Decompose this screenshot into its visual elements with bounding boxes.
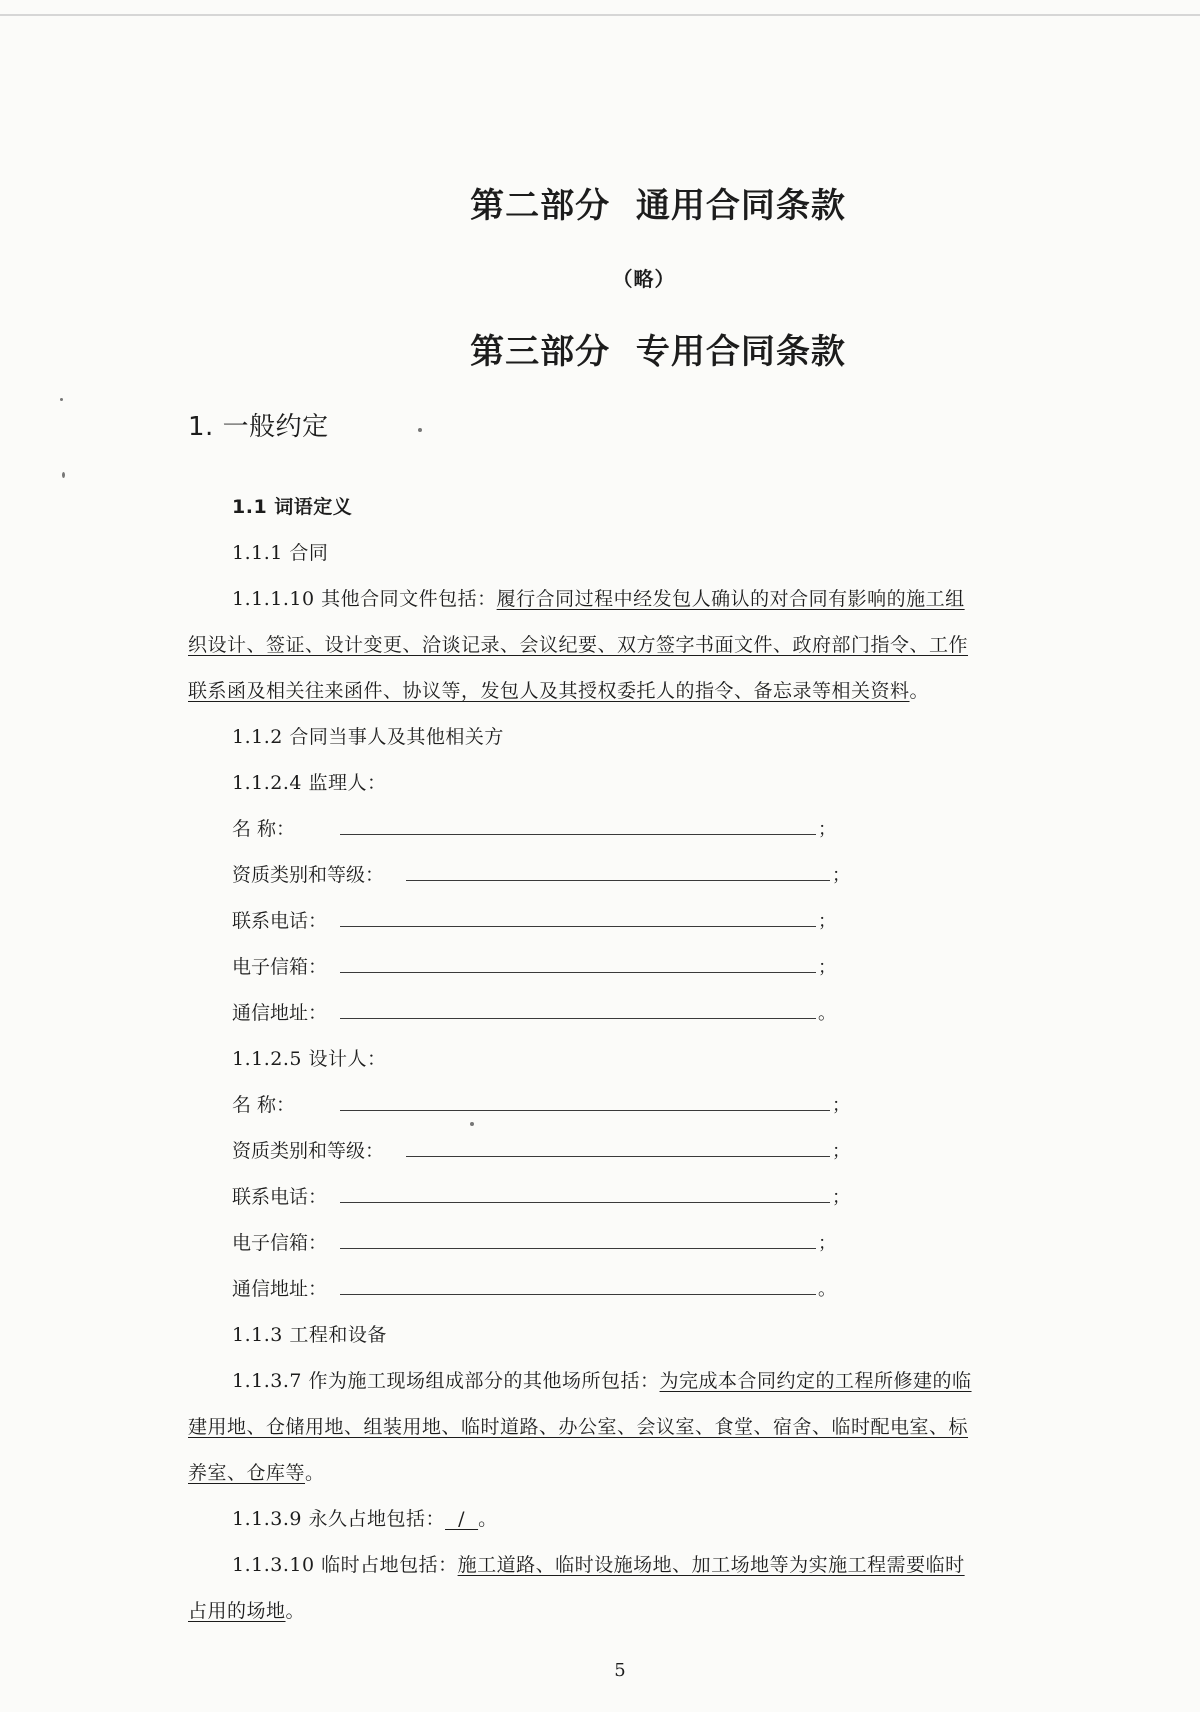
clause-1-1-1-10-text3: 联系函及相关往来函件、协议等，发包人及其授权委托人的指令、备忘录等相关资料 [188, 680, 910, 702]
section-1-title: 1. 一般约定 [188, 412, 329, 442]
scan-speck [62, 472, 65, 478]
clause-1-1-3-10-end: 。 [285, 1600, 306, 1622]
clause-1-1-3-7-line2: 建用地、仓储用地、组装用地、临时道路、办公室、会议室、食堂、宿舍、临时配电室、标 [188, 1416, 969, 1438]
clause-1-1-3-9-value: / [445, 1508, 479, 1530]
clause-1-1-1-10-end: 。 [909, 680, 930, 702]
supervisor-qualification-blank[interactable] [406, 880, 830, 881]
supervisor-address-blank[interactable] [340, 1018, 816, 1019]
supervisor-phone-label: 联系电话： [232, 910, 328, 932]
clause-1-1-2-4-title: 1.1.2.4 监理人： [232, 772, 387, 794]
scan-speck [470, 1122, 474, 1126]
clause-1-1-3-7-end: 。 [305, 1462, 325, 1484]
part2-heading: 第二部分 通用合同条款 [470, 186, 846, 226]
clause-1-1-3-9-label: 1.1.3.9 永久占地包括： [232, 1508, 446, 1530]
clause-1-1-3-7-line1 [232, 1366, 972, 1393]
designer-email-blank[interactable] [340, 1248, 816, 1249]
clause-1-1-3-10-label: 1.1.3.10 临时占地包括： [232, 1554, 458, 1576]
part3-heading: 第三部分 专用合同条款 [470, 332, 846, 372]
designer-address-label: 通信地址： [232, 1278, 328, 1300]
clause-1-1-3-7-line3 [188, 1458, 325, 1485]
designer-address-blank[interactable] [340, 1294, 816, 1295]
supervisor-address-label: 通信地址： [232, 1002, 328, 1024]
supervisor-email-end: ； [818, 957, 836, 978]
scan-speck [418, 428, 422, 432]
scan-top-edge [0, 14, 1200, 16]
section-1-1-3-title: 1.1.3 工程和设备 [232, 1324, 387, 1346]
clause-1-1-1-10-label: 1.1.1.10 其他合同文件包括： [232, 588, 497, 610]
clause-1-1-3-7-label: 1.1.3.7 作为施工现场组成部分的其他场所包括： [232, 1370, 660, 1392]
section-1-1-1-title: 1.1.1 合同 [232, 542, 329, 564]
supervisor-phone-end: ； [818, 911, 836, 932]
scan-speck [60, 398, 63, 401]
clause-1-1-3-7-text3: 养室、仓库等 [188, 1462, 306, 1484]
clause-1-1-3-10-line1 [232, 1550, 965, 1577]
supervisor-name-blank[interactable] [340, 834, 816, 835]
designer-address-end: 。 [818, 1279, 836, 1300]
designer-qualification-end: ； [832, 1141, 850, 1162]
designer-name-label: 名 称： [232, 1094, 296, 1116]
designer-qualification-label: 资质类别和等级： [232, 1140, 385, 1162]
designer-name-blank[interactable] [340, 1110, 830, 1111]
clause-1-1-1-10-text1: 履行合同过程中经发包人确认的对合同有影响的施工组 [496, 588, 965, 610]
designer-email-label: 电子信箱： [232, 1232, 328, 1254]
clause-1-1-1-10-line1 [232, 584, 965, 611]
page-number: 5 [614, 1660, 626, 1681]
supervisor-qualification-end: ； [832, 865, 850, 886]
clause-1-1-3-9-end: 。 [478, 1508, 498, 1530]
designer-phone-blank[interactable] [340, 1202, 830, 1203]
supervisor-email-blank[interactable] [340, 972, 816, 973]
designer-phone-label: 联系电话： [232, 1186, 328, 1208]
section-1-1-2-title: 1.1.2 合同当事人及其他相关方 [232, 726, 504, 748]
clause-1-1-1-10-line2: 织设计、签证、设计变更、洽谈记录、会议纪要、双方签字书面文件、政府部门指令、工作 [188, 634, 969, 656]
clause-1-1-3-10-text2: 占用的场地 [188, 1600, 286, 1622]
supervisor-phone-blank[interactable] [340, 926, 816, 927]
designer-name-end: ； [832, 1095, 850, 1116]
clause-1-1-3-10-text1: 施工道路、临时设施场地、加工场地等为实施工程需要临时 [457, 1554, 965, 1576]
supervisor-name-label: 名 称： [232, 818, 296, 840]
supervisor-qualification-label: 资质类别和等级： [232, 864, 385, 886]
clause-1-1-1-10-line3 [188, 676, 929, 703]
clause-1-1-2-5-title: 1.1.2.5 设计人： [232, 1048, 387, 1070]
omitted-note: （略） [612, 267, 676, 291]
designer-qualification-blank[interactable] [406, 1156, 830, 1157]
designer-phone-end: ； [832, 1187, 850, 1208]
designer-email-end: ； [818, 1233, 836, 1254]
supervisor-address-end: 。 [818, 1003, 836, 1024]
clause-1-1-3-10-line2 [188, 1596, 305, 1623]
clause-1-1-3-7-text1: 为完成本合同约定的工程所修建的临 [659, 1370, 972, 1392]
supervisor-name-end: ； [818, 819, 836, 840]
supervisor-email-label: 电子信箱： [232, 956, 328, 978]
clause-1-1-3-9 [232, 1504, 498, 1531]
section-1-1-title: 1.1 词语定义 [232, 496, 353, 518]
